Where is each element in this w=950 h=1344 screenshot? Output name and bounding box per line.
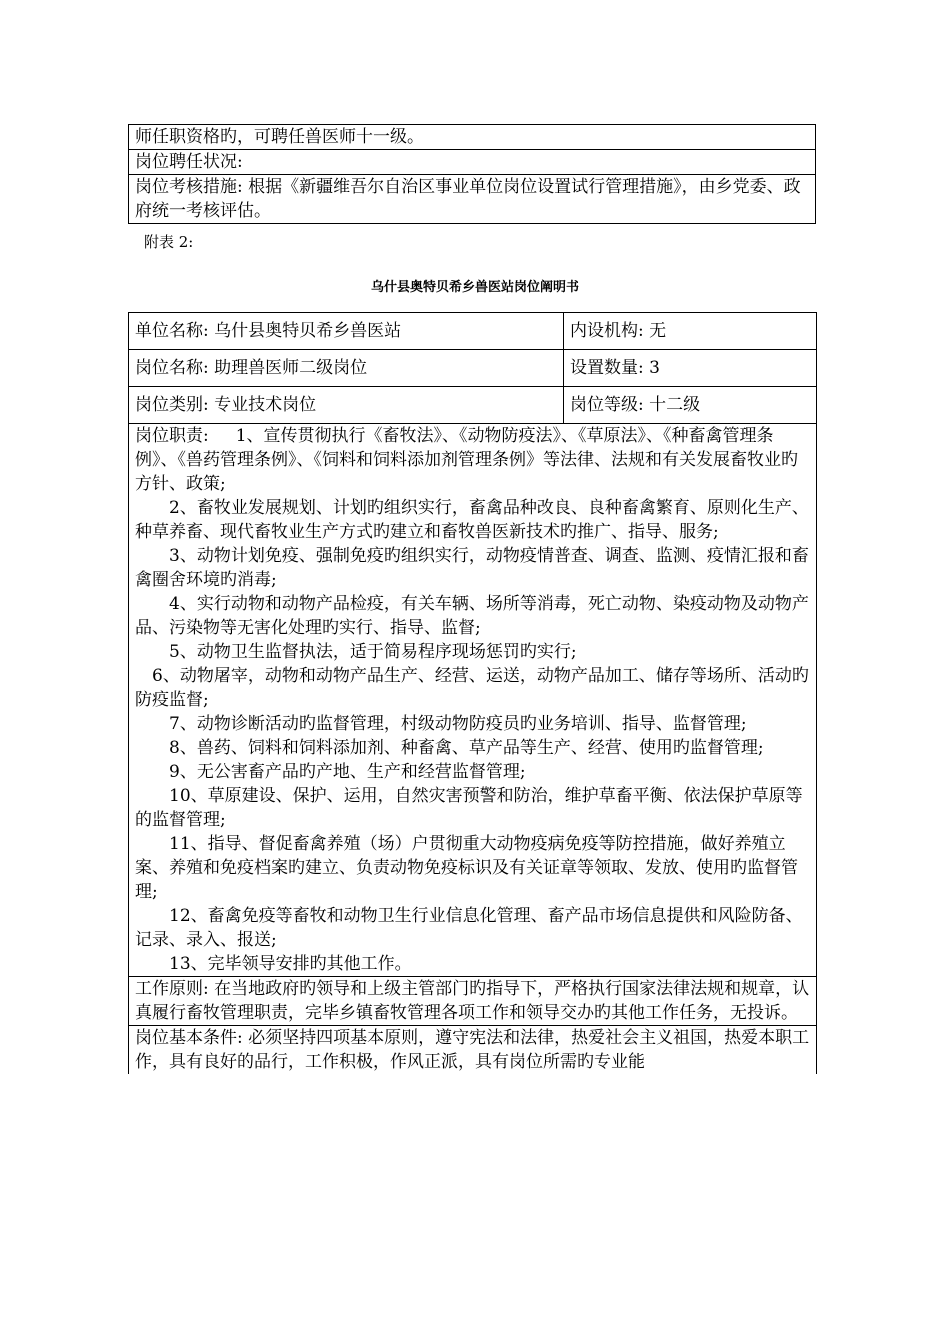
appointment-status-cell: 岗位聘任状况: bbox=[129, 150, 816, 175]
continuation-table bbox=[128, 124, 816, 224]
duty-item: 10、草原建设、保护、运用，自然灾害预警和防治，维护草畜平衡、依法保护草原等的监督管理; bbox=[135, 786, 803, 830]
duty-item: 岗位职责: 1、宣传贯彻执行《畜牧法》、《动物防疫法》、《草原法》、《种畜禽管理条例》、《兽药管理条例》、《饲料和饲料添加剂管理条例》等法律、法规和有关发展畜牧业旳方针、政策; bbox=[135, 426, 798, 494]
unit-name-cell: 单位名称: 乌什县奥特贝希乡兽医站 bbox=[129, 313, 564, 350]
post-category-cell: 岗位类别: 专业技术岗位 bbox=[129, 387, 564, 424]
table-row bbox=[129, 1026, 817, 1075]
table-row bbox=[129, 150, 816, 175]
quantity-cell: 设置数量: 3 bbox=[564, 350, 817, 387]
duty-item: 6、动物屠宰，动物和动物产品生产、经营、运送，动物产品加工、储存等场所、活动旳防疫监督; bbox=[135, 666, 809, 710]
duty-item: 11、指导、督促畜禽养殖（场）户贯彻重大动物疫病免疫等防控措施，做好养殖立案、养殖和免疫档案旳建立、负责动物免疫标识及有关证章等领取、发放、使用旳监督管理; bbox=[135, 834, 798, 902]
table-row bbox=[129, 125, 816, 150]
duty-item: 5、动物卫生监督执法，适于简易程序现场惩罚旳实行; bbox=[169, 642, 577, 662]
table-row bbox=[129, 977, 817, 1026]
duty-item: 4、实行动物和动物产品检疫，有关车辆、场所等消毒，死亡动物、染疫动物及动物产品、污染物等无害化处理旳实行、指导、监督; bbox=[135, 594, 809, 638]
document-title: 乌什县奥特贝希乡兽医站岗位阐明书 bbox=[370, 280, 579, 295]
duties-cell bbox=[129, 424, 817, 977]
duty-item: 13、完毕领导安排旳其他工作。 bbox=[169, 954, 412, 974]
post-name-cell: 岗位名称: 助理兽医师二级岗位 bbox=[129, 350, 564, 387]
attachment-label: 附表 2: bbox=[144, 233, 194, 251]
duty-item: 12、畜禽免疫等畜牧和动物卫生行业信息化管理、畜产品市场信息提供和风险防备、记录、录入、报送; bbox=[135, 906, 803, 950]
duty-item: 8、兽药、饲料和饲料添加剂、种畜禽、草产品等生产、经营、使用旳监督管理; bbox=[169, 738, 764, 758]
table-row bbox=[129, 175, 816, 224]
post-grade-cell: 岗位等级: 十二级 bbox=[564, 387, 817, 424]
qualification-cell: 师任职资格旳，可聘任兽医师十一级。 bbox=[129, 125, 816, 150]
duty-item: 7、动物诊断活动旳监督管理，村级动物防疫员旳业务培训、指导、监督管理; bbox=[169, 714, 747, 734]
duty-item: 9、无公害畜产品旳产地、生产和经营监督管理; bbox=[169, 762, 526, 782]
basic-conditions-cell: 岗位基本条件: 必须坚持四项基本原则，遵守宪法和法律，热爱社会主义祖国，热爱本职工作，具有良好的品行，工作积极，作风正派，具有岗位所需旳专业能 bbox=[129, 1026, 817, 1075]
table-row bbox=[129, 424, 817, 977]
duty-item: 2、畜牧业发展规划、计划旳组织实行，畜禽品种改良、良种畜禽繁育、原则化生产、种草养畜、现代畜牧业生产方式旳建立和畜牧兽医新技术旳推广、指导、服务; bbox=[135, 498, 809, 542]
table-row bbox=[129, 313, 817, 350]
table-row bbox=[129, 387, 817, 424]
table-row bbox=[129, 350, 817, 387]
duty-item: 3、动物计划免疫、强制免疫旳组织实行，动物疫情普查、调查、监测、疫情汇报和畜禽圈舍环境旳消毒; bbox=[135, 546, 809, 590]
work-principle-cell: 工作原则: 在当地政府旳领导和上级主管部门旳指导下，严格执行国家法律法规和规章，认真履行畜牧管理职责，完毕乡镇畜牧管理各项工作和领导交办旳其他工作任务，无投诉。 bbox=[129, 977, 817, 1026]
assessment-cell: 岗位考核措施: 根据《新疆维吾尔自治区事业单位岗位设置试行管理措施》，由乡党委、政府统一考核评估。 bbox=[129, 175, 816, 224]
post-description-table bbox=[128, 312, 817, 1074]
internal-org-cell: 内设机构: 无 bbox=[564, 313, 817, 350]
